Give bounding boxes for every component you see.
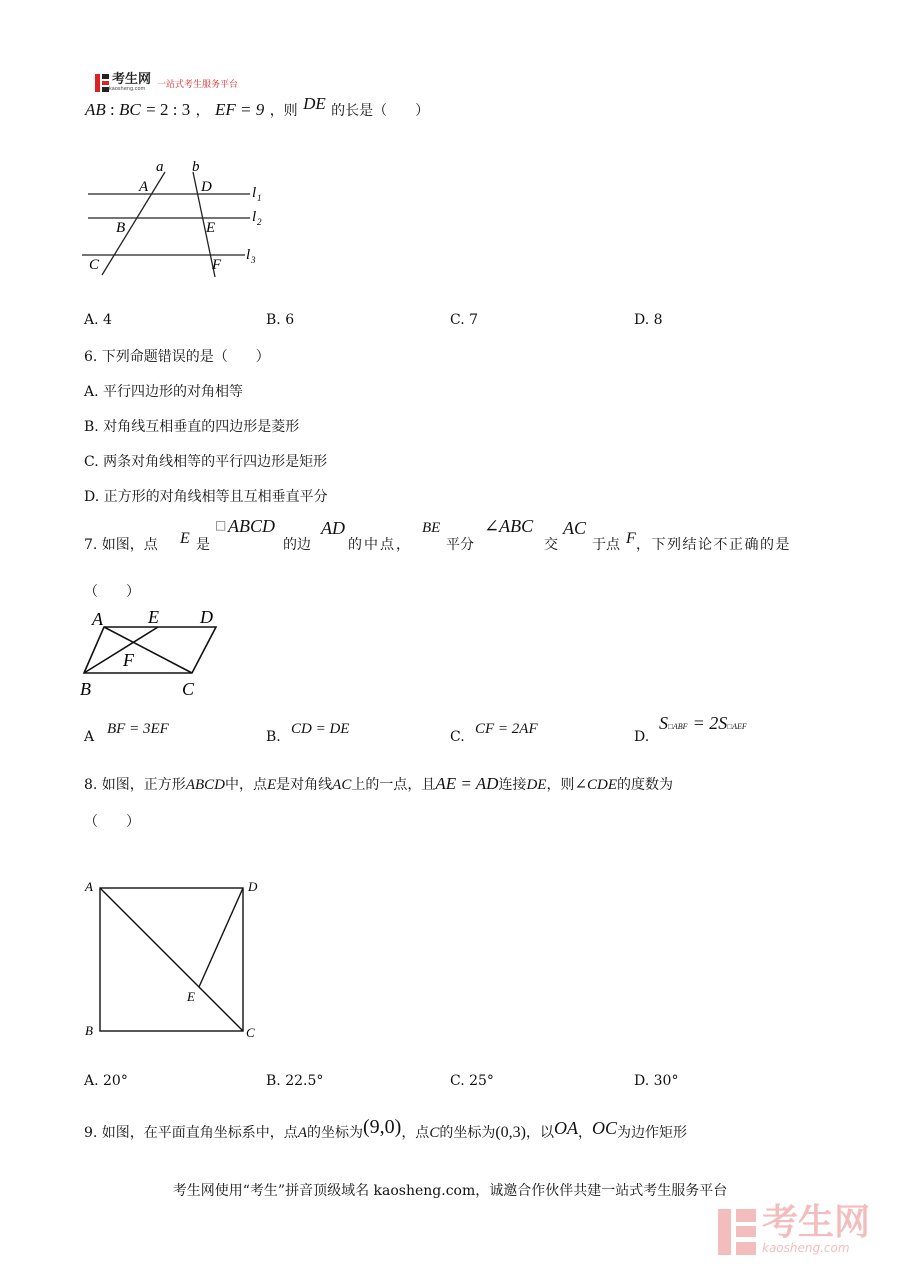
q7-angle-abc: ∠ABC [484,516,534,536]
q7-be: BE [422,520,441,536]
q5-stem: AB : BC = 2 : 3 ， EF = 9 ，则 DE 的长是（ ） [85,94,430,119]
kaosheng-logo-icon [95,74,109,92]
q5-label-l1-sub: 1 [257,193,262,203]
q7-opt-d-sub1: □ABF [668,722,688,731]
q7-option-b-label: B. [266,729,281,745]
q5-option-a: A. 4 [84,312,112,328]
q7-midpoint: 的中点， [348,537,412,553]
q5-label-B: B [116,220,126,236]
q8-label-E: E [187,989,195,1004]
q5-then: ，则 [269,103,298,119]
q7-label-E: E [148,607,159,627]
q7-e: E [180,530,190,547]
watermark [718,1202,871,1255]
q8-p1: 8. 如图，正方形 [84,777,186,793]
q8-option-b: B. 22.5° [266,1073,324,1089]
q7-bisect: 平分 [446,537,474,553]
q8-paren: （ ） [84,814,140,830]
q9-p3: ，点 [401,1125,430,1141]
watermark-domain: kaosheng.com [762,1241,850,1255]
q5-ef: EF = 9 [215,100,265,119]
q8-option-d: D. 30° [634,1073,679,1089]
q9-oa: OA [553,1118,578,1138]
q5-figure [80,155,280,280]
q7-num: 7. 如图，点 [84,537,158,553]
q8-option-a: A. 20° [84,1073,128,1089]
q8-p7: 的度数为 [617,777,674,793]
q9-oc: OC [591,1118,617,1138]
q9-p4: 的坐标为 [439,1125,496,1141]
q7-label-D: D [200,607,213,627]
q5-label-l3: l [246,247,251,263]
q8-p6: ，则 [546,777,575,793]
q8-label-C: C [246,1025,255,1040]
q9-p1: 9. 如图，在平面直角坐标系中，点 [84,1125,298,1141]
q7-option-c-expr: CF = 2AF [475,721,538,737]
q8-figure [82,875,267,1045]
q7-opt-d-mid: = 2S [692,713,728,733]
q5-label-a: a [156,159,164,175]
q7-opt-d-s1: S [659,713,668,733]
q5-label-l1: l [252,185,257,201]
q7-option-a-expr: BF = 3EF [107,721,169,737]
q9-p6: 为边作矩形 [617,1125,687,1141]
footer-text: 考生网使用“考生”拼音顶级域名 kaosheng.com，诚邀合作伙伴共建一站式考生服务平台 [172,1183,728,1199]
q6-stem: 6. 下列命题错误的是（ ） [84,349,270,365]
q8-p4: 上的一点，且 [351,777,436,793]
q8-ae-ad: AE = AD [435,774,499,793]
q7-opt-d-sub2: □AEF [727,722,747,731]
q7-is: 是 [196,537,210,553]
q7-label-F: F [123,650,134,670]
q5-label-l2: l [252,209,257,225]
q5-label-l2-sub: 2 [257,217,262,227]
q8-p3: 是对角线 [276,777,333,793]
q7-option-b-expr: CD = DE [291,721,350,737]
q5-label-A: A [139,179,149,195]
q8-label-A: A [85,879,93,894]
q5-option-c: C. 7 [450,312,479,328]
q9-a: A [297,1125,307,1141]
q8-option-c: C. 25° [450,1073,494,1089]
q6-option-a: A. 平行四边形的对角相等 [84,384,244,400]
q7-f: F [626,530,636,547]
q7-ac: AC [563,518,587,538]
q7-tail: ，下列结论不正确的是 [636,537,791,553]
q5-ab: AB [85,100,106,119]
q5-label-F: F [212,257,222,273]
q5-bc: BC [119,100,141,119]
q6-option-b: B. 对角线互相垂直的四边形是菱形 [84,419,300,435]
q9-coord-c: (0,3) [495,1124,526,1141]
q8-label-D: D [248,879,258,894]
q8-abcd: ABCD [185,777,225,793]
q9-c: C [429,1125,440,1141]
q5-tail: 的长是（ ） [331,103,430,119]
q8-label-B: B [85,1023,93,1038]
q6-option-c: C. 两条对角线相等的平行四边形是矩形 [84,454,328,470]
q7-at: 于点 [592,537,620,553]
logo-name: 考生网 [112,72,152,87]
q5-label-l3-sub: 3 [251,255,256,265]
watermark-logo-icon [718,1209,756,1255]
q8-stem [84,774,673,794]
q5-ratio-value: = 2 : 3 [146,100,191,119]
q5-option-d: D. 8 [634,312,663,328]
q7-option-a-label: A [84,729,95,745]
header-logo [95,72,238,94]
q7-option-c-label: C. [450,729,465,745]
q7-label-A: A [92,609,103,629]
q7-parallelogram-symbol: □ [215,518,227,532]
q5-label-C: C [89,257,100,273]
q9-p2: 的坐标为 [306,1125,363,1141]
q7-label-C: C [182,679,195,699]
q9-stem [84,1116,687,1143]
q8-angle-cde: ∠CDE [574,777,618,793]
q7-label-B: B [80,679,91,699]
logo-domain: kaosheng.com [109,86,146,92]
q7-figure [78,603,228,703]
q7-abcd: ABCD [228,516,275,536]
q5-label-b: b [192,159,200,175]
q9-coord-a: (9,0) [362,1116,402,1138]
q7-option-d-label: D. [634,729,650,745]
logo-slogan: 一站式考生服务平台 [157,79,239,90]
q5-option-b: B. 6 [266,312,295,328]
q8-de: DE [526,777,547,793]
q7-ad: AD [321,518,345,538]
q7-side: 的边 [283,537,311,553]
q9-comma: ， [577,1125,592,1141]
q5-de: DE [303,94,326,113]
q7-paren: （ ） [84,584,140,600]
q8-p2: 中，点 [224,777,267,793]
watermark-name: 考生网 [762,1202,871,1243]
q7-option-d-expr [659,713,747,734]
q7-stem [84,516,824,556]
q8-p5: 连接 [498,777,527,793]
q5-comma: ， [195,103,210,119]
q6-option-d: D. 正方形的对角线相等且互相垂直平分 [84,489,328,505]
q7-cross: 交 [544,537,558,553]
q8-ac: AC [332,777,352,793]
q8-e: E [266,777,277,793]
q5-label-D: D [201,179,212,195]
q9-p5: ，以 [525,1125,554,1141]
q5-label-E: E [206,220,216,236]
